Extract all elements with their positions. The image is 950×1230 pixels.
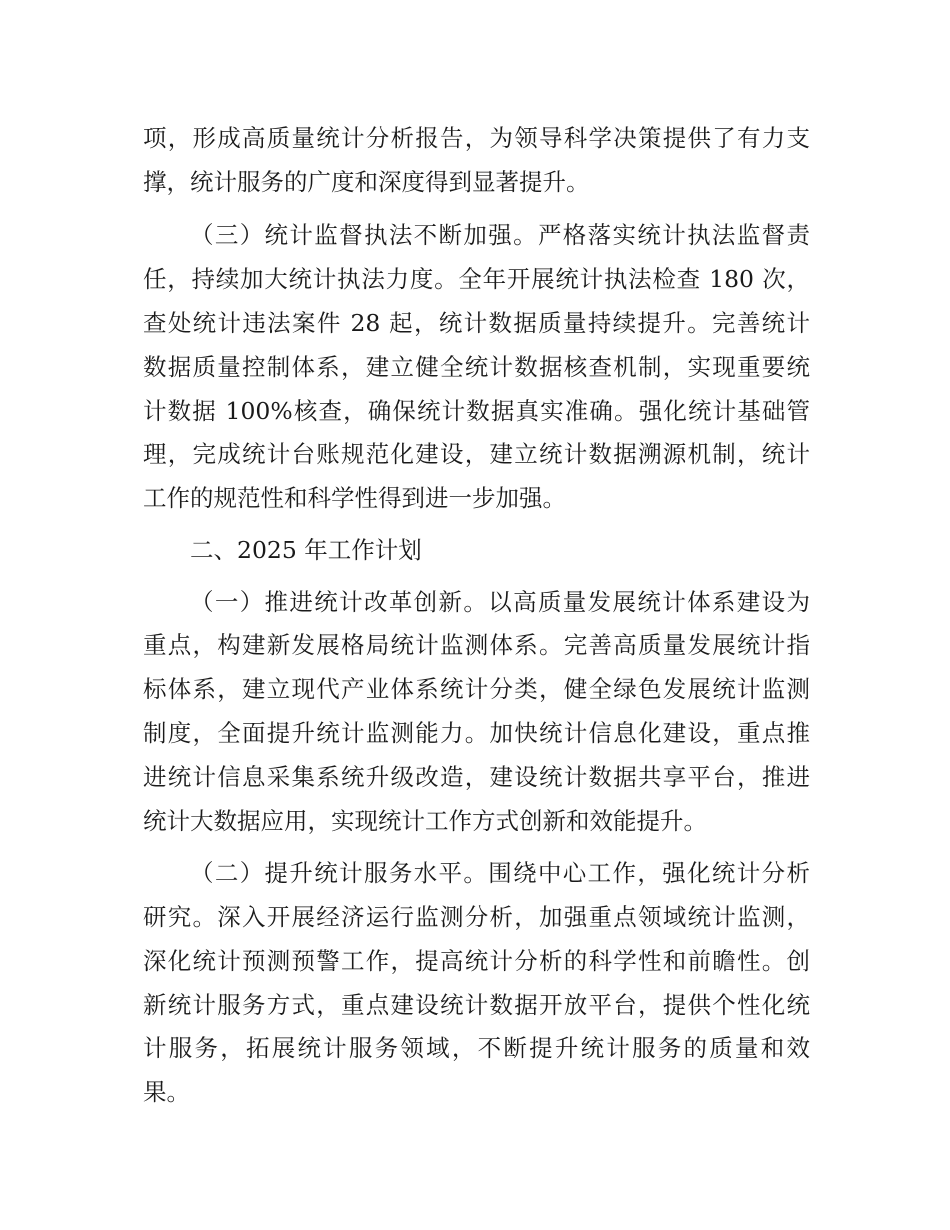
text-line: 果。	[143, 1078, 190, 1106]
text-line: 制度，全面提升统计监测能力。加快统计信息化建设，重点推	[143, 719, 810, 747]
text-line: 工作的规范性和科学性得到进一步加强。	[143, 484, 566, 512]
text-line: 数据质量控制体系，建立健全统计数据核查机制，实现重要统	[143, 353, 810, 381]
text-line: 研究。深入开展经济运行监测分析，加强重点领域统计监测，	[143, 903, 810, 931]
text-line: 撑，统计服务的广度和深度得到显著提升。	[143, 168, 590, 196]
section-heading-line: （三）统计监督执法不断加强。严格落实统计执法监督责	[190, 221, 810, 249]
text-line: 计数据 100%核查，确保统计数据真实准确。强化统计基础管	[143, 397, 810, 425]
section-heading-line: （二）提升统计服务水平。围绕中心工作，强化统计分析	[190, 859, 810, 887]
chapter-heading: 二、2025 年工作计划	[190, 536, 422, 564]
text-line: 项，形成高质量统计分析报告，为领导科学决策提供了有力支	[143, 124, 810, 152]
text-line: 重点，构建新发展格局统计监测体系。完善高质量发展统计指	[143, 631, 810, 659]
section-heading-line: （一）推进统计改革创新。以高质量发展统计体系建设为	[190, 588, 810, 616]
text-line: 新统计服务方式，重点建设统计数据开放平台，提供个性化统	[143, 991, 810, 1019]
text-line: 计服务，拓展统计服务领域，不断提升统计服务的质量和效	[143, 1034, 810, 1062]
text-line: 查处统计违法案件 28 起，统计数据质量持续提升。完善统计	[143, 309, 810, 337]
text-line: 标体系，建立现代产业体系统计分类，健全绿色发展统计监测	[143, 675, 810, 703]
text-line: 任，持续加大统计执法力度。全年开展统计执法检查 180 次，	[143, 265, 810, 293]
text-line: 理，完成统计台账规范化建设，建立统计数据溯源机制，统计	[143, 440, 810, 468]
text-line: 进统计信息采集系统升级改造，建设统计数据共享平台，推进	[143, 763, 810, 791]
text-line: 深化统计预测预警工作，提高统计分析的科学性和前瞻性。创	[143, 947, 810, 975]
text-line: 统计大数据应用，实现统计工作方式创新和效能提升。	[143, 807, 707, 835]
